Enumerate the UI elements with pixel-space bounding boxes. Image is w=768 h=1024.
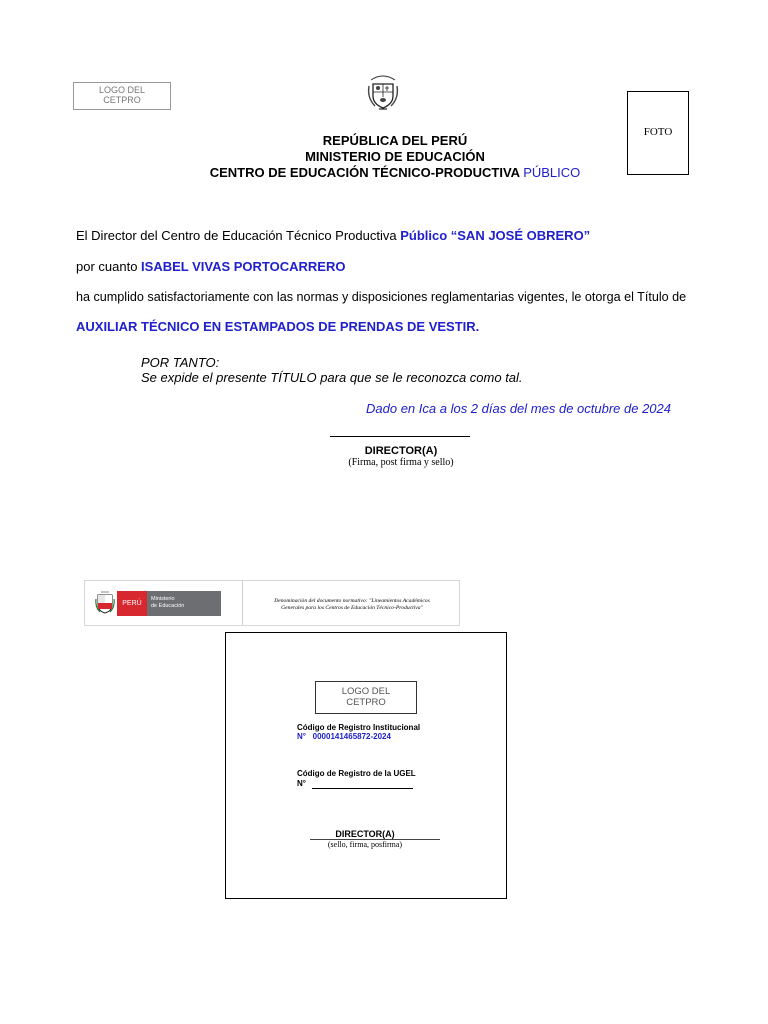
header-center	[150, 165, 640, 181]
header-center-public: PÚBLICO	[523, 165, 581, 180]
school-name: Público “SAN JOSÉ OBRERO”	[400, 228, 591, 243]
recipient-prefix: por cuanto	[76, 259, 142, 274]
back-director-block	[310, 829, 420, 849]
header-ministry: MINISTERIO DE EDUCACIÓN	[305, 149, 485, 164]
back-director-role: DIRECTOR(A)	[335, 829, 395, 839]
banner-doc-line2: Generales para los Centros de Educación Técnico-Productiva"	[281, 605, 423, 611]
header-block	[150, 133, 640, 181]
back-card	[225, 632, 507, 899]
ministry-banner	[84, 580, 460, 626]
por-tanto	[141, 355, 701, 385]
por-tanto-label: POR TANTO:	[141, 355, 220, 370]
expide-text: Se expide el presente TÍTULO para que se le reconozca como tal.	[141, 370, 523, 385]
registro-ugel-label: Código de Registro de la UGEL	[297, 769, 416, 778]
header-republic: REPÚBLICA DEL PERÚ	[322, 133, 468, 148]
issue-date: Dado en Ica a los 2 días del mes de octubre de 2024	[366, 401, 671, 416]
signature-line	[330, 436, 470, 437]
recipient-name: ISABEL VIVAS PORTOCARRERO	[141, 259, 346, 274]
banner-doc-line1: Denominación del documento normativo: "Lineamientos Académicos	[274, 598, 430, 604]
banner-divider	[242, 581, 243, 625]
ministry-gray-block	[147, 591, 221, 616]
peru-shield-icon	[95, 589, 115, 615]
ministry-line2: de Educación	[151, 603, 185, 609]
logo-placeholder	[73, 82, 171, 110]
registro-institucional-label: Código de Registro Institucional	[297, 723, 421, 732]
banner-doc-text	[245, 598, 459, 612]
peru-red-block	[117, 591, 147, 616]
back-logo-line1: LOGO DEL	[341, 686, 391, 697]
registro-ugel-line	[312, 788, 413, 789]
director-paragraph	[76, 228, 736, 243]
ministry-line1: Ministerio	[151, 596, 175, 602]
logo-placeholder-line2: CETPRO	[103, 95, 141, 105]
compliance-paragraph: ha cumplido satisfactoriamente con las normas y disposiciones reglamentarias vigentes, le otorga el Título de	[76, 290, 687, 304]
recipient-paragraph	[76, 259, 736, 274]
back-director-note: (sello, firma, posfirma)	[327, 840, 403, 849]
back-logo-placeholder	[315, 681, 417, 714]
degree-title: AUXILIAR TÉCNICO EN ESTAMPADOS DE PRENDAS DE VESTIR.	[76, 319, 480, 334]
signature-role: DIRECTOR(A)	[364, 445, 438, 457]
registro-ugel-n: N°	[297, 779, 306, 788]
signature-note: (Firma, post firma y sello)	[348, 457, 454, 468]
photo-label: FOTO	[643, 126, 673, 138]
signature-block	[300, 445, 502, 468]
logo-placeholder-line1: LOGO DEL	[98, 85, 145, 95]
registro-institucional-value: N° 0000141465872-2024	[297, 732, 391, 741]
back-logo-line2: CETPRO	[346, 697, 386, 708]
header-center-text: CENTRO DE EDUCACIÓN TÉCNICO-PRODUCTIVA	[209, 165, 524, 180]
director-text: El Director del Centro de Educación Técnico Productiva	[76, 228, 401, 243]
coat-of-arms-icon	[365, 70, 401, 112]
peru-label: PERÚ	[122, 600, 142, 607]
